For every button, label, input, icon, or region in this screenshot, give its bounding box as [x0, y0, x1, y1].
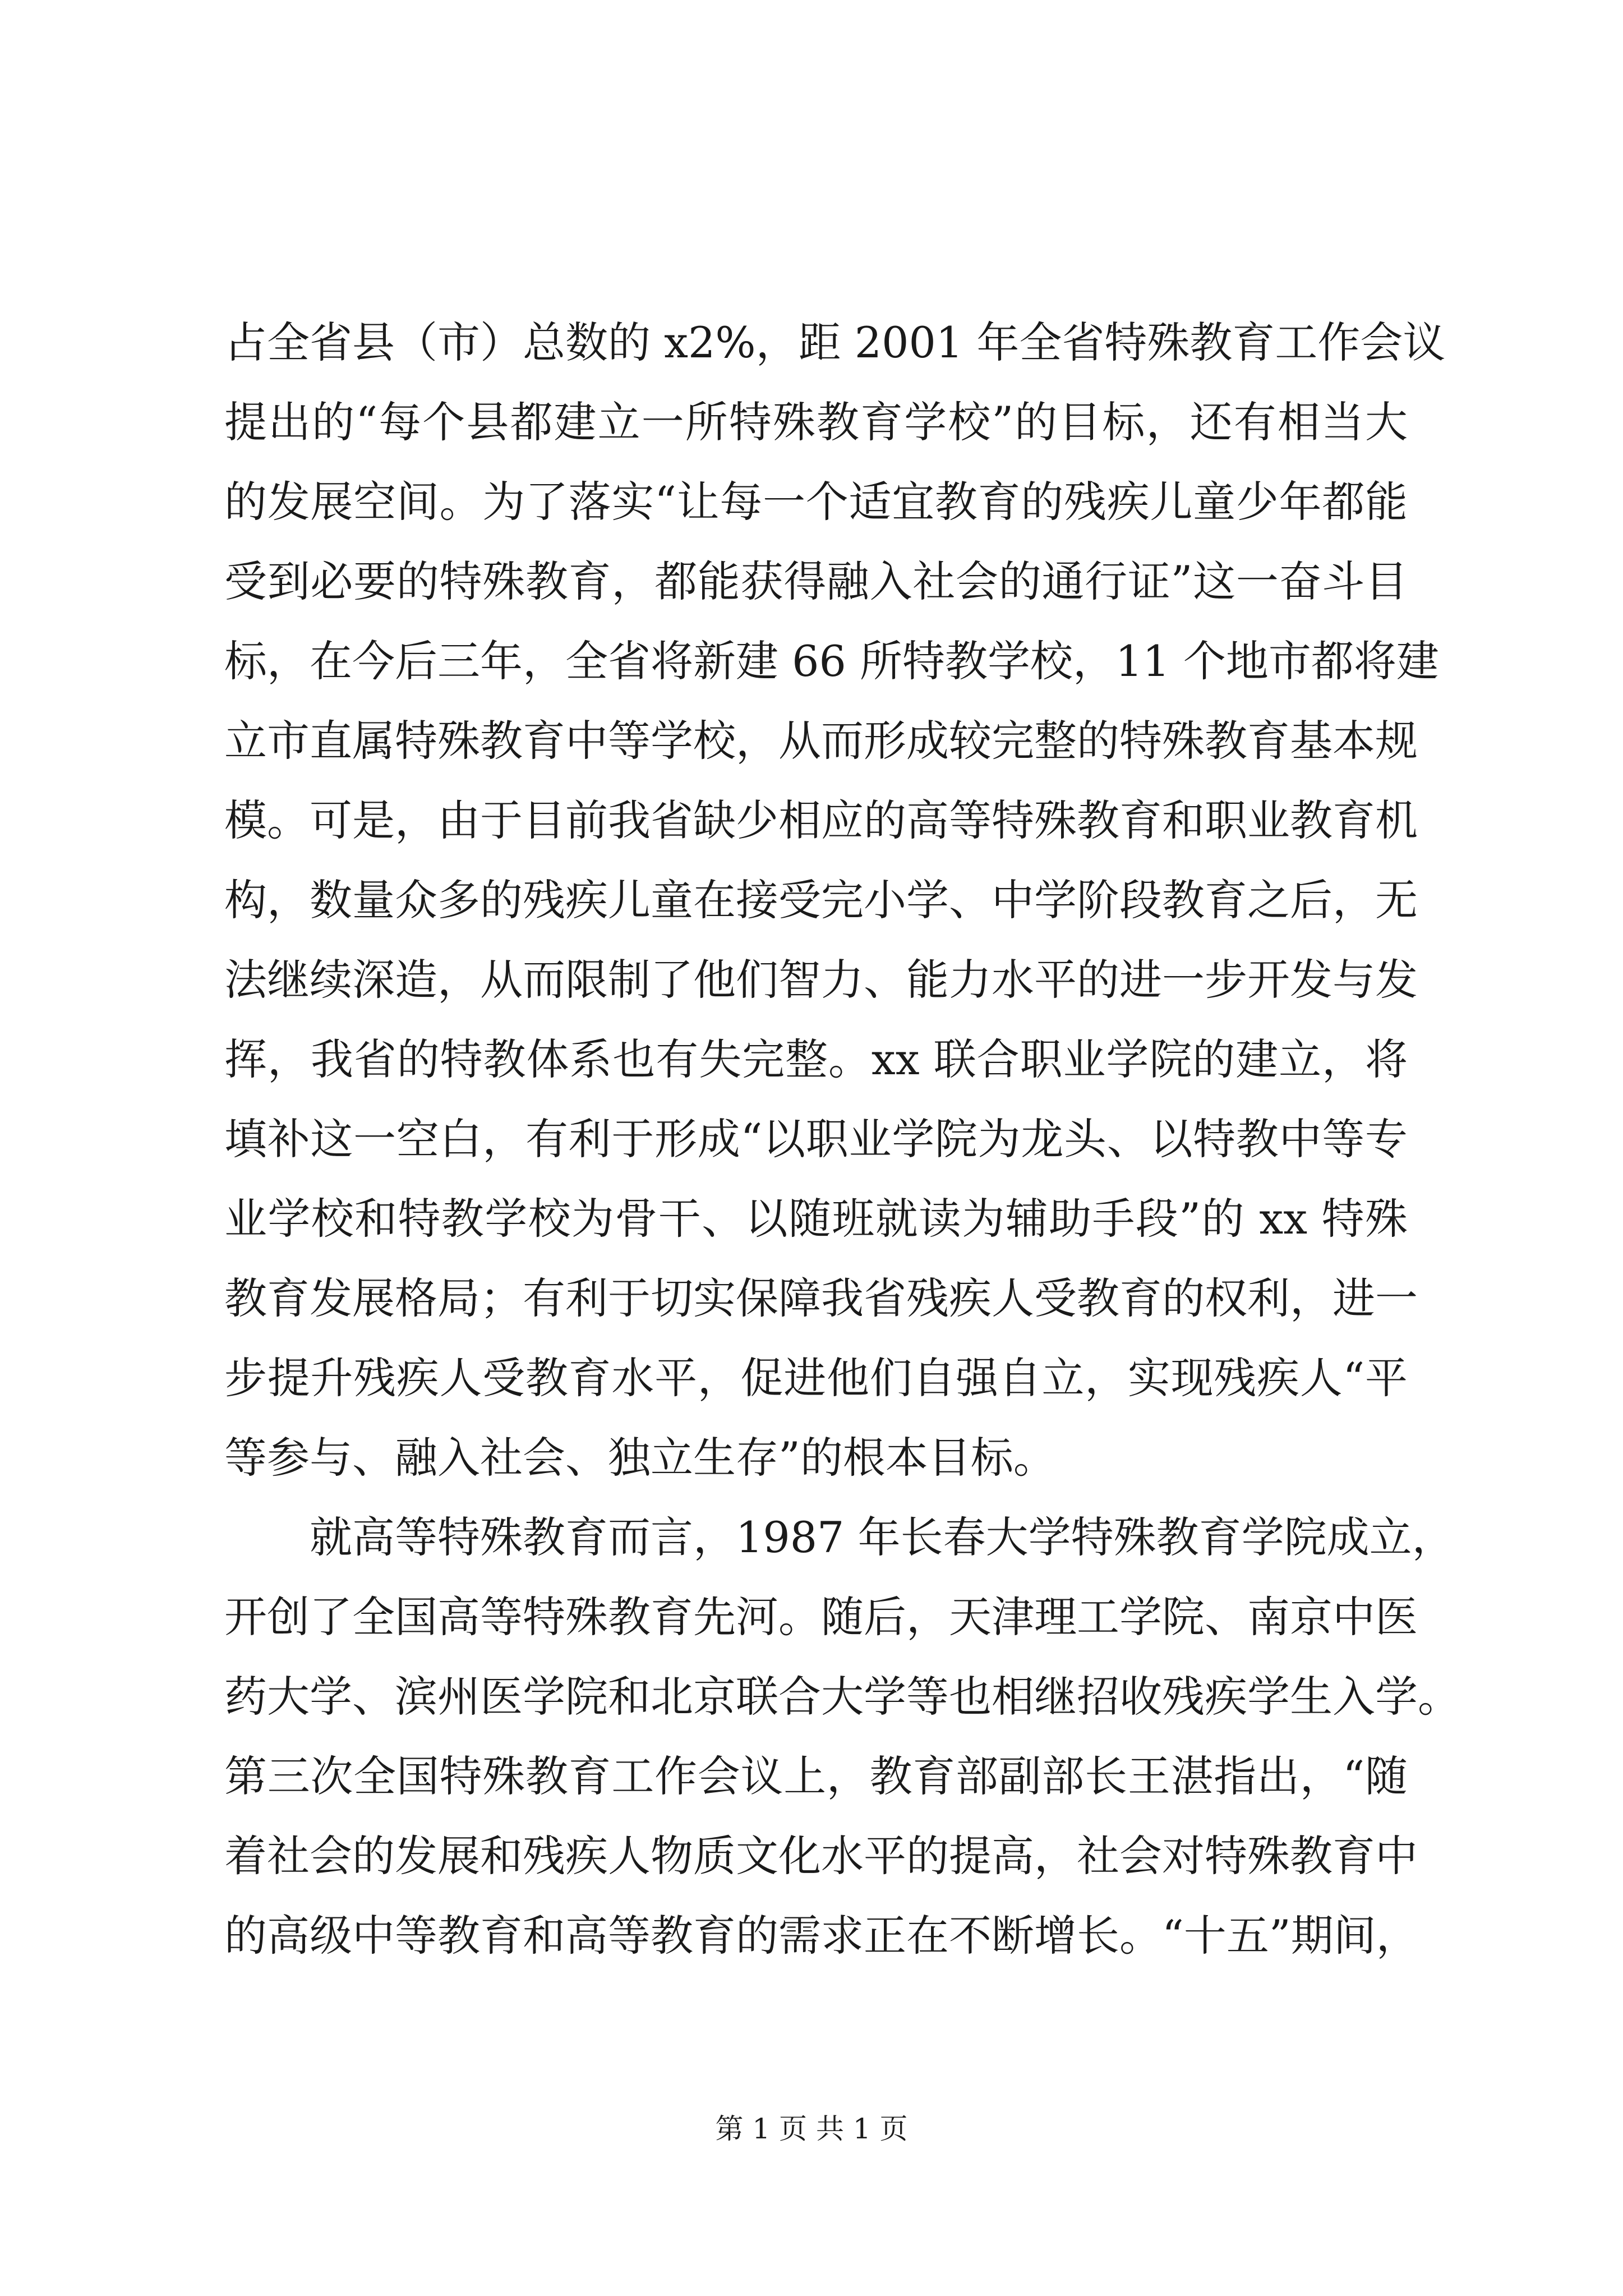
text-line: 提出的“每个县都建立一所特殊教育学校”的目标，还有相当大 — [224, 397, 1408, 447]
text-line: 着社会的发展和残疾人物质文化水平的提高，社会对特殊教育中 — [224, 1831, 1418, 1881]
text-line: 步提升残疾人受教育水平，促进他们自强自立，实现残疾人“平 — [224, 1353, 1408, 1403]
text-line: 的发展空间。为了落实“让每一个适宜教育的残疾儿童少年都能 — [224, 477, 1408, 527]
text-line: 标，在今后三年，全省将新建 66 所特教学校，11 个地市都将建 — [224, 636, 1439, 686]
document-body — [224, 303, 1460, 1976]
text-line: 挥，我省的特教体系也有失完整。xx 联合职业学院的建立，将 — [224, 1034, 1408, 1084]
text-line: 第三次全国特殊教育工作会议上，教育部副部长王湛指出，“随 — [224, 1751, 1408, 1801]
text-line: 受到必要的特殊教育，都能获得融入社会的通行证”这一奋斗目 — [224, 556, 1408, 606]
text-line: 立市直属特殊教育中等学校，从而形成较完整的特殊教育基本规 — [224, 716, 1418, 766]
text-line: 占全省县（市）总数的 x2%，距 2001 年全省特殊教育工作会议 — [224, 318, 1446, 367]
page-number-label: 第 1 页 共 1 页 — [715, 2113, 908, 2145]
paragraph-1 — [224, 303, 1446, 1498]
page-footer — [0, 2109, 1623, 2148]
text-line: 教育发展格局；有利于切实保障我省残疾人受教育的权利，进一 — [224, 1273, 1418, 1323]
text-line: 的高级中等教育和高等教育的需求正在不断增长。“十五”期间， — [224, 1911, 1419, 1961]
text-line: 填补这一空白，有利于形成“以职业学院为龙头、以特教中等专 — [224, 1114, 1408, 1164]
text-line: 模。可是，由于目前我省缺少相应的高等特殊教育和职业教育机 — [224, 795, 1418, 845]
text-line: 开创了全国高等特殊教育先河。随后，天津理工学院、南京中医 — [224, 1592, 1418, 1642]
text-line: 等参与、融入社会、独立生存”的根本目标。 — [224, 1433, 1056, 1483]
paragraph-2 — [224, 1498, 1460, 1976]
text-line: 构，数量众多的残疾儿童在接受完小学、中学阶段教育之后，无 — [224, 875, 1418, 925]
text-line: 法继续深造，从而限制了他们智力、能力水平的进一步开发与发 — [224, 955, 1418, 1005]
text-line: 业学校和特教学校为骨干、以随班就读为辅助手段”的 xx 特殊 — [224, 1194, 1408, 1244]
text-line: 药大学、滨州医学院和北京联合大学等也相继招收残疾学生入学。 — [224, 1672, 1460, 1722]
text-line: 就高等特殊教育而言，1987 年长春大学特殊教育学院成立， — [310, 1512, 1455, 1562]
